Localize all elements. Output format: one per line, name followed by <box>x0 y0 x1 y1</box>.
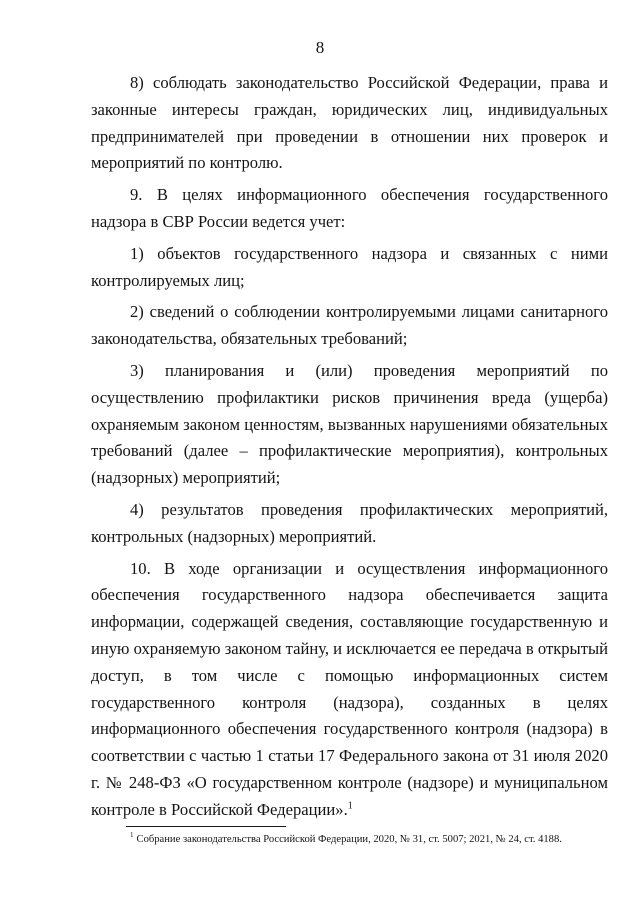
paragraph-section-9: 9. В целях информационного обеспечения государственного надзора в СВР России ведется учет: <box>91 185 608 231</box>
paragraph-item-3: 3) планирования и (или) проведения мероприятий по осуществлению профилактики рисков причинения вреда (ущерба) охраняемым законом ценностям, вызванных нарушениями обязательных требований (далее – профилактические мероприятия), контрольных (надзорных) мероприятий; <box>91 360 608 488</box>
footnote <box>130 833 610 847</box>
footnote-reference: 1 <box>347 800 353 812</box>
paragraph-item-4: 4) результатов проведения профилактических мероприятий, контрольных (надзорных) мероприятий. <box>91 499 608 546</box>
footnote-marker: 1 <box>130 831 134 840</box>
paragraph-item-8: 8) соблюдать законодательство Российской Федерации, права и законные интересы граждан, юридических лиц, индивидуальных предпринимателей при проведении в отношении них проверок и мероприятий по контролю. <box>91 73 608 173</box>
page-number: 8 <box>315 38 325 57</box>
paragraph-item-2: 2) сведений о соблюдении контролируемыми лицами санитарного законодательства, обязательных требований; <box>91 302 608 349</box>
paragraph-section-10 <box>91 556 608 824</box>
document-body <box>91 70 608 824</box>
footnote-divider <box>126 826 286 827</box>
paragraph-item-1: 1) объектов государственного надзора и связанных с ними контролируемых лиц; <box>91 243 608 290</box>
footnote-text: Собрание законодательства Российской Федерации, 2020, № 31, ст. 5007; 2021, № 24, ст. 4188. <box>136 834 562 845</box>
paragraph-section-10-text: 10. В ходе организации и осуществления информационного обеспечения государственного надзора обеспечивается защита информации, содержащей сведения, составляющие государственную и иную охраняемую законом тайну, и исключается ее передача в открытый доступ, в том числе с помощью информационных систем государственного контроля (надзора), созданных в целях информационного обеспечения государственного контроля (надзора) в соответствии с частью 1 статьи 17 Федерального закона от 31 июля 2020 г. № 248-ФЗ «О государственном контроле (надзоре) и муниципальном контроле в Российской Федерации». <box>91 558 608 819</box>
